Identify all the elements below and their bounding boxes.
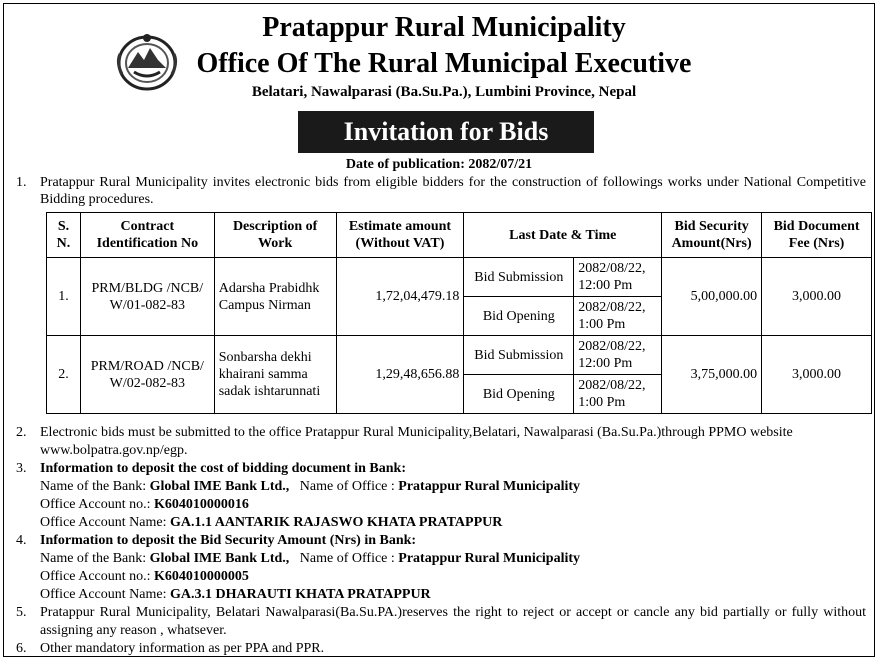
ppmo-website-link[interactable]: www.bolpatra.gov.np/egp.: [40, 443, 188, 458]
account-no: K604010000005: [154, 569, 249, 584]
office-address: Belatari, Nawalparasi (Ba.Su.Pa.), Lumbini Province, Nepal: [251, 84, 637, 100]
note-2: [16, 424, 866, 460]
note-text: Other mandatory information as per PPA and PPR.: [40, 641, 325, 656]
header-sn: S. N.: [47, 213, 81, 258]
row-contract-id: PRM/BLDG /NCB/ W/01-082-83: [80, 258, 214, 336]
office-name: Pratappur Rural Municipality: [398, 479, 581, 494]
list-number: 6.: [16, 641, 27, 656]
row-opening-label: Bid Opening: [464, 375, 574, 414]
bank-label: Name of the Bank:: [40, 479, 147, 494]
bank-label: Name of the Bank:: [40, 551, 147, 566]
row-opening-date: 2082/08/22, 1:00 Pm: [574, 375, 662, 414]
row-estimate: 1,72,04,479.18: [336, 258, 464, 336]
header-description: Description of Work: [214, 213, 336, 258]
publication-date: Date of publication: 2082/07/21: [345, 157, 533, 172]
note-3: [16, 460, 866, 532]
office-title: Office Of The Rural Municipal Executive: [196, 48, 692, 79]
note-6: [16, 640, 866, 657]
account-name: GA.1.1 AANTARIK RAJASWO KHATA PRATAPPUR: [169, 515, 503, 530]
list-number: 2.: [16, 425, 27, 440]
header-estimate: Estimate amount (Without VAT): [336, 213, 464, 258]
row-document-fee: 3,000.00: [762, 258, 872, 336]
row-description: Adarsha Prabidhk Campus Nirman: [214, 258, 336, 336]
list-number: 3.: [16, 461, 27, 476]
table-header-row: [47, 213, 872, 258]
note-5: [16, 604, 866, 640]
bid-notice-page: [3, 3, 875, 657]
office-name: Pratappur Rural Municipality: [398, 551, 581, 566]
note-text: Electronic bids must be submitted to the office Pratappur Rural Municipality,Belatari, Nawalparasi (Ba.Su.Pa.)through PPMO website: [40, 425, 793, 440]
bank-name: Global IME Bank Ltd.,: [149, 479, 290, 494]
notes-section: [16, 424, 866, 657]
list-number: 1.: [16, 175, 27, 190]
table-row: [47, 336, 872, 375]
account-name: GA.3.1 DHARAUTI KHATA PRATAPPUR: [169, 587, 431, 602]
row-estimate: 1,29,48,656.88: [336, 336, 464, 414]
header-document-fee: Bid Document Fee (Nrs): [762, 213, 872, 258]
row-submission-date: 2082/08/22, 12:00 Pm: [574, 336, 662, 375]
header-bid-security: Bid Security Amount(Nrs): [662, 213, 762, 258]
account-name-label: Office Account Name:: [40, 515, 167, 530]
bank-name: Global IME Bank Ltd.,: [149, 551, 290, 566]
municipality-title: Pratappur Rural Municipality: [262, 12, 626, 43]
note-4: [16, 532, 866, 604]
row-submission-label: Bid Submission: [464, 336, 574, 375]
note-heading: Information to deposit the Bid Security Amount (Nrs) in Bank:: [40, 533, 417, 548]
note-text: Pratappur Rural Municipality, Belatari Nawalparasi(Ba.Su.PA.)reserves the right to reject or accept or cancle any bid partially or fully without assigning any reason , whatsever.: [40, 605, 866, 638]
account-name-label: Office Account Name:: [40, 587, 167, 602]
account-no-label: Office Account no.:: [40, 497, 151, 512]
row-submission-date: 2082/08/22, 12:00 Pm: [574, 258, 662, 297]
account-no-label: Office Account no.:: [40, 569, 151, 584]
row-sn: 1.: [47, 258, 81, 336]
row-opening-date: 2082/08/22, 1:00 Pm: [574, 297, 662, 336]
invitation-banner: Invitation for Bids: [298, 111, 594, 153]
header-last-date: Last Date & Time: [464, 213, 662, 258]
row-document-fee: 3,000.00: [762, 336, 872, 414]
row-opening-label: Bid Opening: [464, 297, 574, 336]
row-submission-label: Bid Submission: [464, 258, 574, 297]
list-number: 5.: [16, 605, 27, 620]
header-contract-id: Contract Identification No: [80, 213, 214, 258]
list-number: 4.: [16, 533, 27, 548]
office-label: Name of Office :: [299, 551, 395, 566]
nepal-emblem-icon: [114, 30, 180, 92]
row-description: Sonbarsha dekhi khairani samma sadak ishtarunnati: [214, 336, 336, 414]
row-sn: 2.: [47, 336, 81, 414]
account-no: K604010000016: [154, 497, 249, 512]
row-bid-security: 3,75,000.00: [662, 336, 762, 414]
office-label: Name of Office :: [299, 479, 395, 494]
table-row: [47, 258, 872, 297]
bids-table: [46, 212, 872, 414]
intro-paragraph: [16, 174, 866, 208]
intro-text: Pratappur Rural Municipality invites electronic bids from eligible bidders for the construction of followings works under National Competitive Bidding procedures.: [40, 175, 866, 207]
row-bid-security: 5,00,000.00: [662, 258, 762, 336]
note-heading: Information to deposit the cost of bidding document in Bank:: [40, 461, 406, 476]
row-contract-id: PRM/ROAD /NCB/ W/02-082-83: [80, 336, 214, 414]
